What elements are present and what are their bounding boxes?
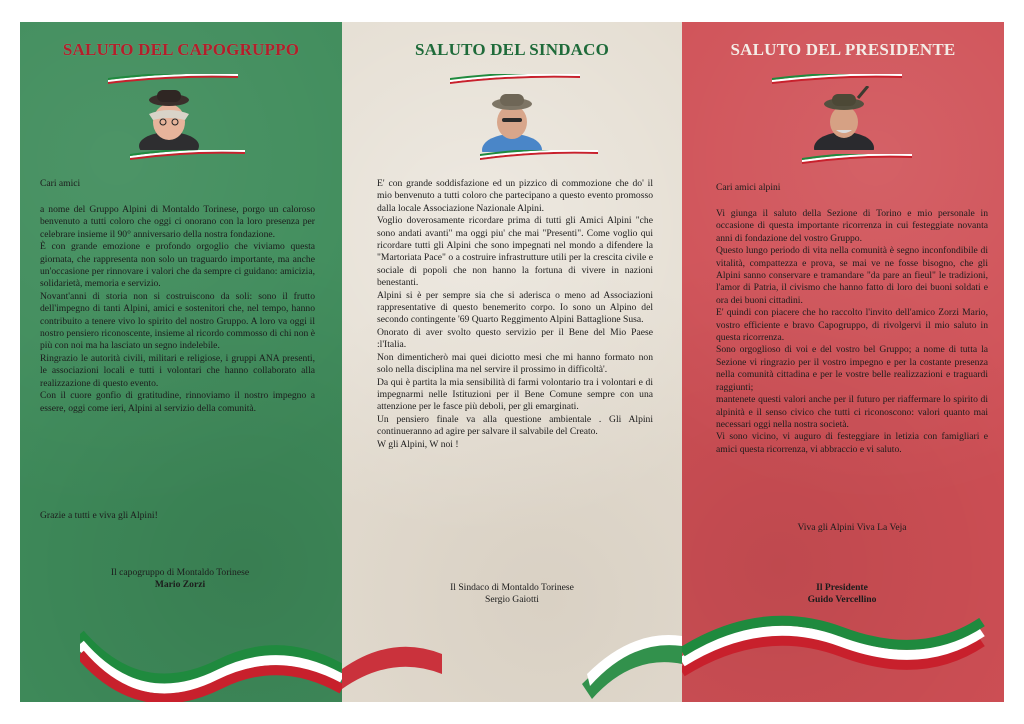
flag-stripe-bottom bbox=[130, 150, 245, 158]
ribbon-center bbox=[342, 614, 682, 702]
capogruppo-photo bbox=[137, 86, 201, 150]
panel-capogruppo bbox=[20, 22, 342, 702]
presidente-greeting: Cari amici alpini bbox=[716, 182, 781, 193]
flag-stripe-top bbox=[450, 74, 580, 82]
capogruppo-title: SALUTO DEL CAPOGRUPPO bbox=[62, 40, 300, 59]
flag-stripe-top bbox=[108, 74, 238, 82]
presidente-title: SALUTO DEL PRESIDENTE bbox=[730, 40, 956, 59]
sindaco-sign-role: Il Sindaco di Montaldo Torinese bbox=[450, 582, 574, 593]
presidente-body: Vi giunga il saluto della Sezione di Torino e mio personale in occasione di questa importante ricorrenza in cui festeggiate novanta anni di fondazione del vostro Gruppo. Questo lungo periodo di vita nella comunità è segno inconfondibile di vitalità, compattezza e prova, se mai ve ne fosse bisogno, che gli Alpini sanno conservare e tramandare "da pare an fieul" le tradizioni, l'amor di Patria, il civismo che hanno fatto di loro dei buoni soldati e ora dei buoni cittadini. E' quindi con piacere che ho raccolto l'invito dell'amico Zorzi Mario, vostro efficiente e bravo Capogruppo, di rivolgervi il mio saluto in questa ricorrenza. Sono orgoglioso di voi e del vostro bel Gruppo; a nome di tutta la Sezione vi ringrazio per il vostro impegno e per la costante presenza nella comunità cittadina e per le vostre belle realizzazioni e traguardi raggiunti; mantenete questi valori anche per il futuro per riaffermare lo spirito di alpinità e il senso civico che tutti ci riconoscono: valori quanto mai necessari oggi nella nostra società. Vi sono vicino, vi auguro di festeggiare in letizia con famigliari e amici questa ricorrenza, vi abbraccio e vi saluto. bbox=[716, 208, 988, 455]
capogruppo-thanks: Grazie a tutti e viva gli Alpini! bbox=[40, 510, 158, 521]
ribbon-right bbox=[682, 612, 1004, 702]
presidente-sign-name: Guido Vercellino bbox=[807, 594, 877, 605]
sindaco-title: SALUTO DEL SINDACO bbox=[414, 40, 610, 59]
capogruppo-sign-name: Mario Zorzi bbox=[154, 579, 206, 590]
capogruppo-greeting: Cari amici bbox=[40, 178, 81, 189]
flag-stripe-top bbox=[772, 74, 902, 82]
ribbon-left bbox=[80, 614, 342, 702]
sindaco-sign-name: Sergio Gaiotti bbox=[485, 594, 539, 605]
sindaco-signature bbox=[382, 582, 642, 606]
presidente-closing: Viva gli Alpini Viva La Veja bbox=[797, 522, 907, 533]
capogruppo-sign-role: Il capogruppo di Montaldo Torinese bbox=[110, 567, 250, 578]
flag-stripe-bottom bbox=[802, 154, 912, 162]
capogruppo-body: a nome del Gruppo Alpini di Montaldo Torinese, porgo un caloroso benvenuto a tutti coloro che oggi ci onorano con la loro presenza per celebrare insieme il 90° anniversario della nostra fondazione. È con grande emozione e profondo orgoglio che viviamo questa giornata, che rappresenta non solo un traguardo importante, ma anche un'occasione per rinnovare i valori che da sempre ci guidano: amicizia, solidarietà, memoria e servizio. Novant'anni di storia non si costruiscono da soli: sono il frutto dell'impegno di tanti Alpini, amici e sostenitori che, nel tempo, hanno contribuito a tenere vivo lo spirito del nostro Gruppo. A loro va oggi il nostro pensiero riconoscente, insieme al ricordo commosso di chi non è più con noi ma ha lasciato un segno indelebile. Ringrazio le autorità civili, militari e religiose, i gruppi ANA presenti, le associazioni locali e tutti i volontari che hanno collaborato alla realizzazione di questo evento. Con il cuore gonfio di gratitudine, rinnoviamo il nostro impegno a essere, oggi come ieri, Alpini al servizio della comunità. bbox=[40, 204, 315, 414]
panel-presidente bbox=[682, 22, 1004, 702]
sindaco-body: E' con grande soddisfazione ed un pizzico di commozione che do' il mio benvenuto a tutti coloro che partecipano a questo evento promosso dalla locale Associazione Nazionale Alpini. Voglio doverosamente ricordare prima di tutti gli Amici Alpini "che sono andati avanti" ma oggi piu' che mai "Presenti". Come voglio qui ricordare tutti gli Alpini che sono impegnati nel mondo a difendere la "Martoriata Pace" o a costruire infrastrutture utili per la crescita civile e sociale di popoli che non hanno la fortuna di vivere in nazioni benestanti. Alpini si è per sempre sia che si aderisca o meno ad Associazioni rappresentative di questo benemerito corpo. Io sono un Alpino del secondo contingente '69 Quarto Reggimento Alpini Battaglione Susa. Onorato di aver svolto questo servizio per il Bene del Mio Paese :l'Italia. Non dimenticherò mai quei diciotto mesi che mi hanno formato non solo nella disciplina ma nel servire il prossimo in difficoltà'. Da qui è partita la mia sensibilità di farmi volontario tra i volontari e di impegnarmi nelle Istituzioni per il Bene Comune sempre con una attenzione per le fasce più deboli, per gli emarginati. Un pensiero finale va alla questione ambientale . Gli Alpini continueranno ad agire per salvare il salvabile del Creato. W gli Alpini, W noi ! bbox=[377, 178, 653, 450]
panel-sindaco bbox=[342, 22, 682, 702]
flag-stripe-bottom bbox=[480, 150, 598, 158]
sindaco-photo bbox=[480, 88, 544, 152]
presidente-signature bbox=[712, 582, 972, 606]
presidente-photo bbox=[812, 86, 876, 150]
presidente-sign-role: Il Presidente bbox=[816, 582, 868, 593]
brochure-sheet bbox=[20, 22, 1004, 702]
capogruppo-signature bbox=[50, 567, 310, 591]
